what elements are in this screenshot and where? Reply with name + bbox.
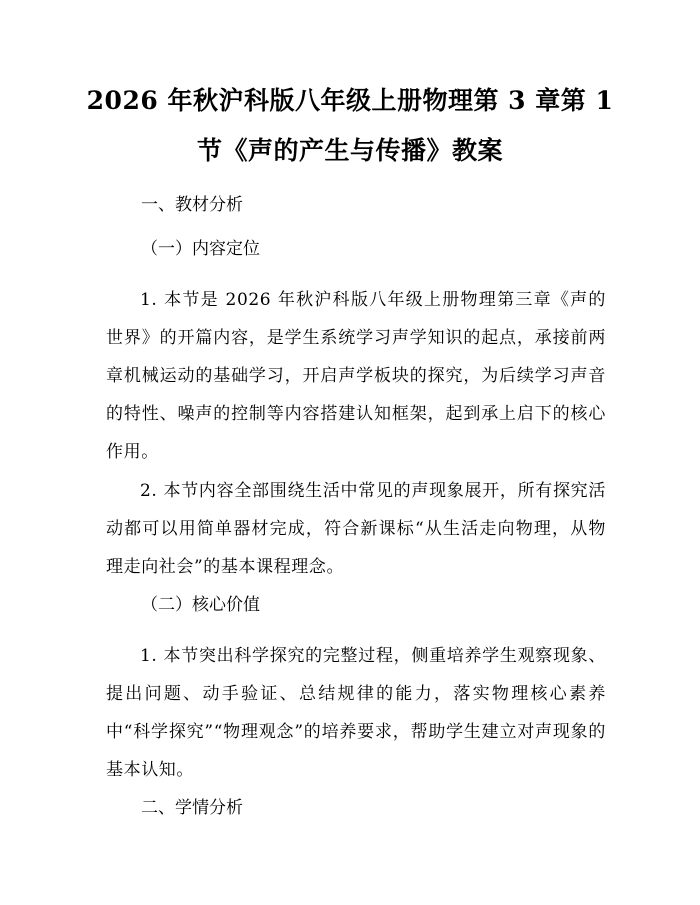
document-title-line-2: 节《声的产生与传播》教案 [196,136,503,165]
paragraph-content-positioning-1: 1. 本节是 2026 年秋沪科版八年级上册物理第三章《声的世界》的开篇内容，是学生系统学习声学知识的起点，承接前两章机械运动的基础学习，开启声学板块的探究，为后续学习声音的特性、噪声的控制等内容搭建认知框架，起到承上启下的核心作用。 [106,290,606,462]
paragraph-content-positioning-2: 2. 本节内容全部围绕生活中常见的声现象展开，所有探究活动都可以用简单器材完成，符合新课标“从生活走向物理，从物理走向社会”的基本课程理念。 [106,481,606,577]
section-heading-textbook-analysis: 一、教材分析 [141,195,243,215]
document-title-line-1: 2026 年秋沪科版八年级上册物理第 3 章第 1 [86,86,614,115]
subsection-heading-content-positioning: （一）内容定位 [141,239,260,259]
paragraph-core-value-1: 1. 本节突出科学探究的完整过程，侧重培养学生观察现象、提出问题、动手验证、总结规律的能力，落实物理核心素养中“科学探究”“物理观念”的培养要求，帮助学生建立对声现象的基本认知。 [106,646,606,780]
subsection-heading-core-value: （二）核心价值 [141,595,260,615]
section-heading-learner-analysis: 二、学情分析 [141,798,243,818]
